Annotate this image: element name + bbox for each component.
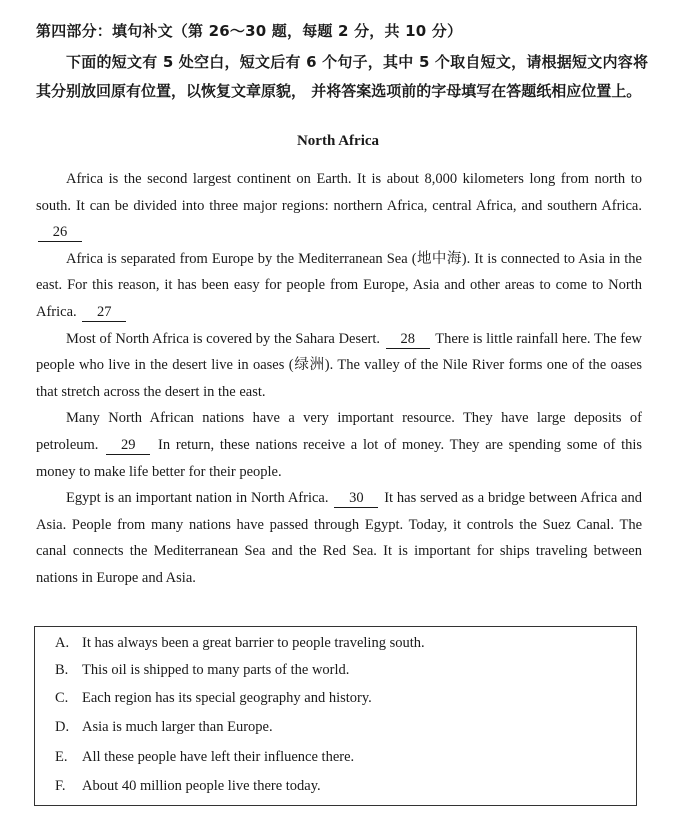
instructions: 下面的短文有 5 处空白，短文后有 6 个句子，其中 5 个取自短文，请根据短文内容将其分别放回原有位置，以恢复文章原貌， 并将答案选项前的字母填写在答题纸相应位置上。 bbox=[36, 53, 648, 100]
option-letter: A. bbox=[55, 635, 70, 651]
option-letter: C. bbox=[55, 690, 69, 706]
option-letter: E. bbox=[55, 749, 68, 765]
option-c bbox=[55, 690, 372, 707]
option-f bbox=[55, 778, 321, 795]
paragraph-text: Many North African nations have a very important resource. They have large deposits of petroleum. bbox=[36, 410, 642, 453]
option-text: It has always been a great barrier to people traveling south. bbox=[82, 635, 425, 651]
blank-30: 30 bbox=[334, 490, 378, 508]
paragraph-4 bbox=[36, 405, 642, 485]
option-letter: B. bbox=[55, 662, 69, 678]
paragraph-text: In return, these nations receive a lot of money. They are spending some of this money to make life better for their people. bbox=[36, 436, 643, 480]
section-header: 第四部分：填句补文（第 26～30 题，每题 2 分，共 10 分） bbox=[36, 22, 463, 40]
blank-26: 26 bbox=[38, 224, 82, 242]
option-text: All these people have left their influence there. bbox=[82, 749, 355, 765]
option-b bbox=[55, 662, 349, 679]
option-a bbox=[55, 635, 425, 652]
paragraph-text: There is little rainfall here. The few people who live in the desert live in oases (绿洲). The valley of the Nile River forms one of the oases that stretch across the desert in the east. bbox=[36, 330, 643, 400]
article-title: North Africa bbox=[296, 133, 380, 149]
paragraph-text: Africa is the second largest continent on Earth. It is about 8,000 kilometers long from north to south. It can be divided into three major regions: northern Africa, central Africa, and southern Africa. bbox=[36, 171, 642, 214]
option-d bbox=[55, 719, 273, 736]
option-text: This oil is shipped to many parts of the world. bbox=[82, 662, 350, 678]
article-body bbox=[36, 166, 642, 592]
paragraph-2 bbox=[36, 246, 642, 326]
paragraph-text: Most of North Africa is covered by the Sahara Desert. bbox=[66, 330, 381, 347]
options-box bbox=[34, 626, 637, 806]
option-text: Asia is much larger than Europe. bbox=[82, 719, 273, 735]
option-text: Each region has its special geography and history. bbox=[82, 690, 372, 706]
paragraph-5 bbox=[36, 485, 642, 591]
paragraph-text: Africa is separated from Europe by the Mediterranean Sea (地中海). It is connected to Asia in the east. For this reason, it has been easy for people from Europe, Asia and other areas to come to North Africa. bbox=[36, 250, 642, 320]
option-letter: F. bbox=[55, 778, 66, 794]
blank-28: 28 bbox=[386, 331, 430, 349]
paragraph-text: Egypt is an important nation in North Africa. bbox=[66, 490, 329, 507]
paragraph-text: It has served as a bridge between Africa and Asia. People from many nations have passed through Egypt. Today, it controls the Suez Canal. The canal connects the Mediterranean Sea and the Red Sea. It is important for ships traveling between nations in Europe and Asia. bbox=[36, 490, 643, 586]
paragraph-1 bbox=[36, 166, 642, 246]
paragraph-3 bbox=[36, 326, 642, 406]
option-e bbox=[55, 749, 354, 766]
option-text: About 40 million people live there today. bbox=[82, 778, 321, 794]
blank-29: 29 bbox=[106, 437, 150, 455]
option-letter: D. bbox=[55, 719, 70, 735]
blank-27: 27 bbox=[82, 304, 126, 322]
